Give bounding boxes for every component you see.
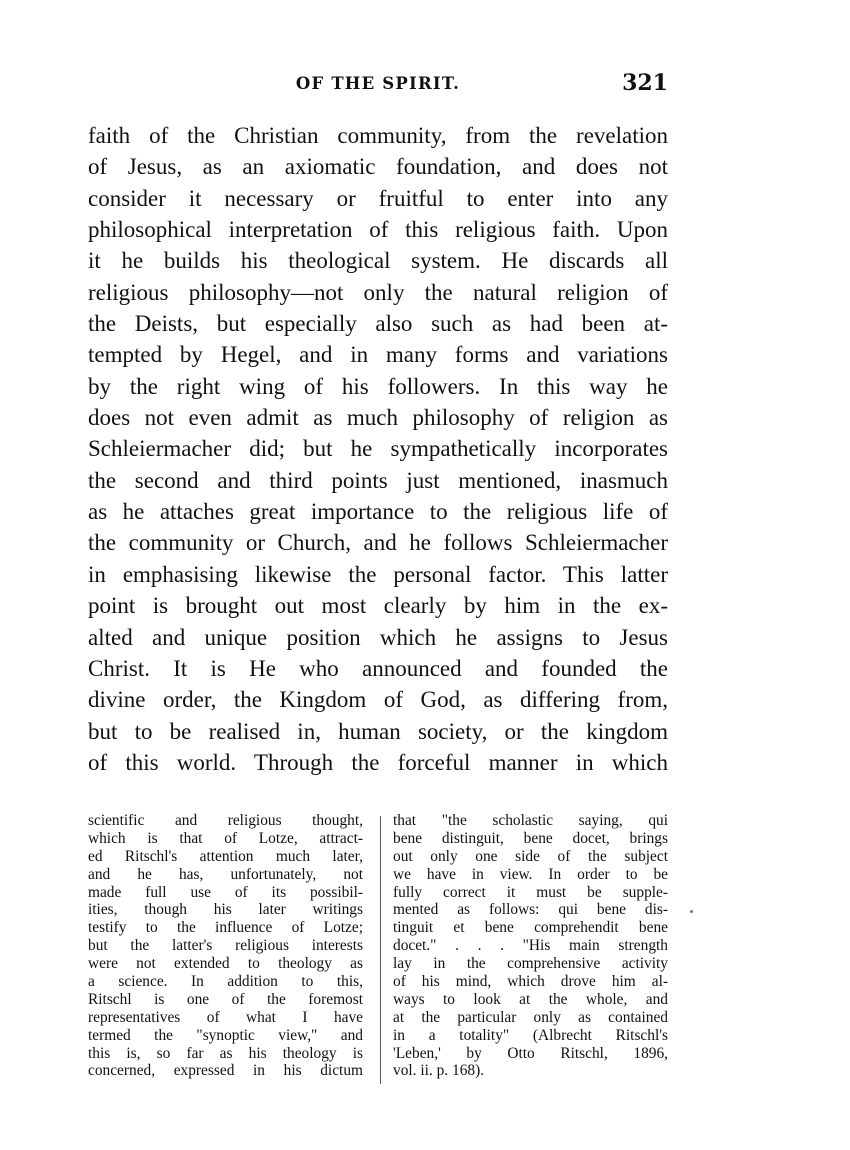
body-line: the Deists, but especially also such as had been at- [88, 311, 668, 337]
footnote-line: that "the scholastic saying, qui [393, 812, 668, 829]
footnote-right-column [393, 812, 668, 1080]
footnote-line: made full use of its possibil- [88, 883, 363, 901]
footnote-line: vol. ii. p. 168). [393, 1062, 485, 1080]
body-line: Schleiermacher did; but he sympathetically incorporates [88, 436, 668, 462]
body-line: alted and unique position which he assigns to Jesus [88, 624, 668, 650]
body-line: religious philosophy—not only the natural religion of [88, 279, 668, 305]
page-number: 321 [622, 70, 668, 96]
footnote-line: but the latter's religious interests [88, 937, 363, 955]
body-line: philosophical interpretation of this religious faith. Upon [88, 217, 668, 243]
footnote-line: fully correct it must be supple- [393, 883, 668, 901]
body-line: does not even admit as much philosophy of religion as [88, 405, 668, 431]
footnote-line: 'Leben,' by Otto Ritschl, 1896, [393, 1044, 668, 1062]
body-line: of this world. Through the forceful manner in which [88, 749, 668, 775]
body-line: divine order, the Kingdom of God, as differing from, [88, 687, 668, 713]
footnote-line: concerned, expressed in his dictum [88, 1062, 363, 1080]
body-line: as he attaches great importance to the religious life of [88, 499, 668, 525]
body-line: the second and third points just mentioned, inasmuch [88, 467, 668, 493]
running-head: OF THE SPIRIT. [295, 74, 461, 93]
footnote-line: scientific and religious thought, [88, 812, 363, 829]
footnote-line: of his mind, which drove him al- [393, 973, 668, 991]
footnote-line: ed Ritschl's attention much later, [88, 847, 363, 865]
footnote-line: were not extended to theology as [88, 955, 363, 973]
footnote-line: termed the "synoptic view," and [88, 1026, 363, 1044]
body-line: of Jesus, as an axiomatic foundation, and does not [88, 154, 668, 180]
footnote-line: testify to the influence of Lotze; [88, 919, 363, 937]
footnote-line: lay in the comprehensive activity [393, 955, 668, 973]
footnote-line: Ritschl is one of the foremost [88, 990, 363, 1008]
footnote-line: at the particular only as contained [393, 1008, 668, 1026]
footnote-line: out only one side of the subject [393, 847, 668, 865]
footnote-line: docet." . . . "His main strength [393, 937, 668, 955]
footnote-line: representatives of what I have [88, 1008, 363, 1026]
footnote-line: this is, so far as his theology is [88, 1044, 363, 1062]
footnote-left-column [88, 812, 363, 1080]
body-line: by the right wing of his followers. In this way he [88, 373, 668, 399]
body-line: in emphasising likewise the personal factor. This latter [88, 561, 668, 587]
footnote-line: we have in view. In order to be [393, 865, 668, 883]
footnote-line: bene distinguit, bene docet, brings [393, 829, 668, 847]
body-text [88, 120, 668, 778]
body-line: it he builds his theological system. He discards all [88, 248, 668, 274]
body-line: Christ. It is He who announced and founded the [88, 655, 668, 681]
footnote-line: tinguit et bene comprehendit bene [393, 919, 668, 937]
footnotes [88, 812, 668, 1087]
body-line: faith of the Christian community, from the revelation [88, 123, 668, 148]
footnote-line: which is that of Lotze, attract- [88, 829, 363, 847]
footnote-line: a science. In addition to this, [88, 973, 363, 991]
footnote-line: ities, though his later writings [88, 901, 363, 919]
body-line: the community or Church, and he follows Schleiermacher [88, 530, 668, 556]
footnote-line: in a totality" (Albrecht Ritschl's [393, 1026, 668, 1044]
body-line: point is brought out most clearly by him in the ex- [88, 593, 668, 619]
footnote-line: ways to look at the whole, and [393, 990, 668, 1008]
page-header [88, 70, 668, 100]
footnote-line: and he has, unfortunately, not [88, 865, 363, 883]
column-divider [380, 816, 381, 1084]
margin-speck [690, 910, 693, 913]
body-line: but to be realised in, human society, or the kingdom [88, 718, 668, 744]
footnote-line: mented as follows: qui bene dis- [393, 901, 668, 919]
body-line: tempted by Hegel, and in many forms and variations [88, 342, 668, 368]
body-line: consider it necessary or fruitful to enter into any [88, 185, 668, 211]
